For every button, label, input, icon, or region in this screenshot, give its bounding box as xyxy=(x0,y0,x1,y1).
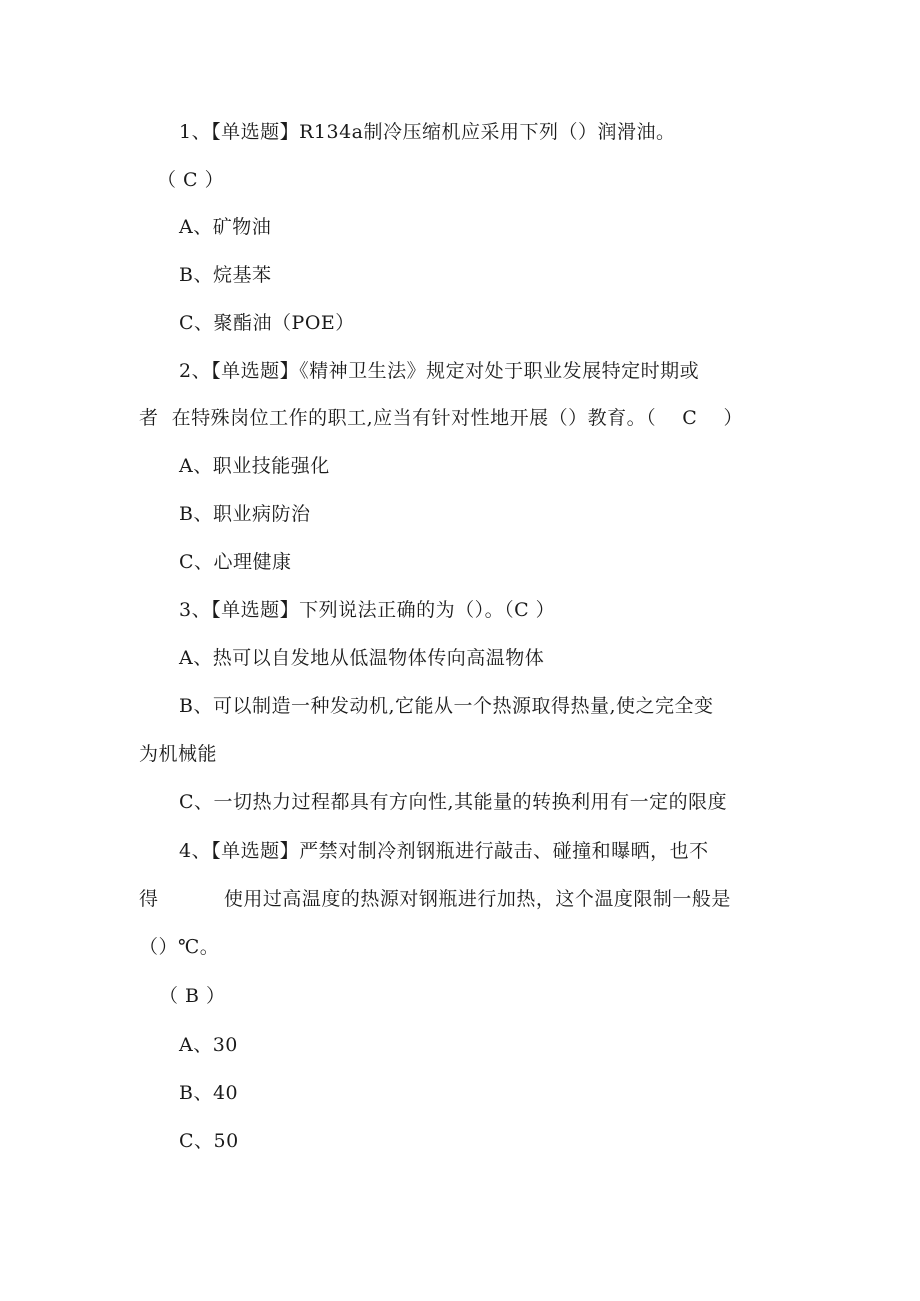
question-4-text-line2: 得 使用过高温度的热源对钢瓶进行加热，这个温度限制一般是 xyxy=(139,888,731,910)
question-4-option-c: C、50 xyxy=(179,1130,239,1152)
question-1-option-c: C、聚酯油（POE） xyxy=(179,312,355,334)
question-3-option-c: C、一切热力过程都具有方向性,其能量的转换利用有一定的限度 xyxy=(179,791,728,813)
question-2-option-b: B、职业病防治 xyxy=(179,503,311,525)
question-3-option-a: A、热可以自发地从低温物体传向高温物体 xyxy=(179,647,545,669)
question-3-text: 3、【单选题】下列说法正确的为（）。（C ） xyxy=(179,599,556,621)
question-4-text-line1: 4、【单选题】严禁对制冷剂钢瓶进行敲击、碰撞和曝晒，也不 xyxy=(179,840,709,862)
question-2-option-c: C、心理健康 xyxy=(179,551,292,573)
question-3-option-b-cont: 为机械能 xyxy=(139,743,218,765)
question-2-text-line2: 者 在特殊岗位工作的职工,应当有针对性地开展（）教育。（ C ） xyxy=(139,407,743,429)
question-4-answer: （ B ） xyxy=(159,985,226,1007)
question-4-option-b: B、40 xyxy=(179,1082,239,1104)
question-4-text-line3: （）℃。 xyxy=(139,936,220,958)
question-1-option-a: A、矿物油 xyxy=(179,216,272,238)
question-1-option-b: B、烷基苯 xyxy=(179,264,272,286)
question-3-option-b: B、可以制造一种发动机,它能从一个热源取得热量,使之完全变 xyxy=(179,695,714,717)
question-1-answer: （ C ） xyxy=(157,169,225,191)
question-2-text-line1: 2、【单选题】《精神卫生法》规定对处于职业发展特定时期或 xyxy=(179,360,700,382)
question-1-text: 1、【单选题】R134a制冷压缩机应采用下列（）润滑油。 xyxy=(179,121,676,143)
question-2-option-a: A、职业技能强化 xyxy=(179,455,330,477)
question-4-option-a: A、30 xyxy=(179,1034,238,1056)
